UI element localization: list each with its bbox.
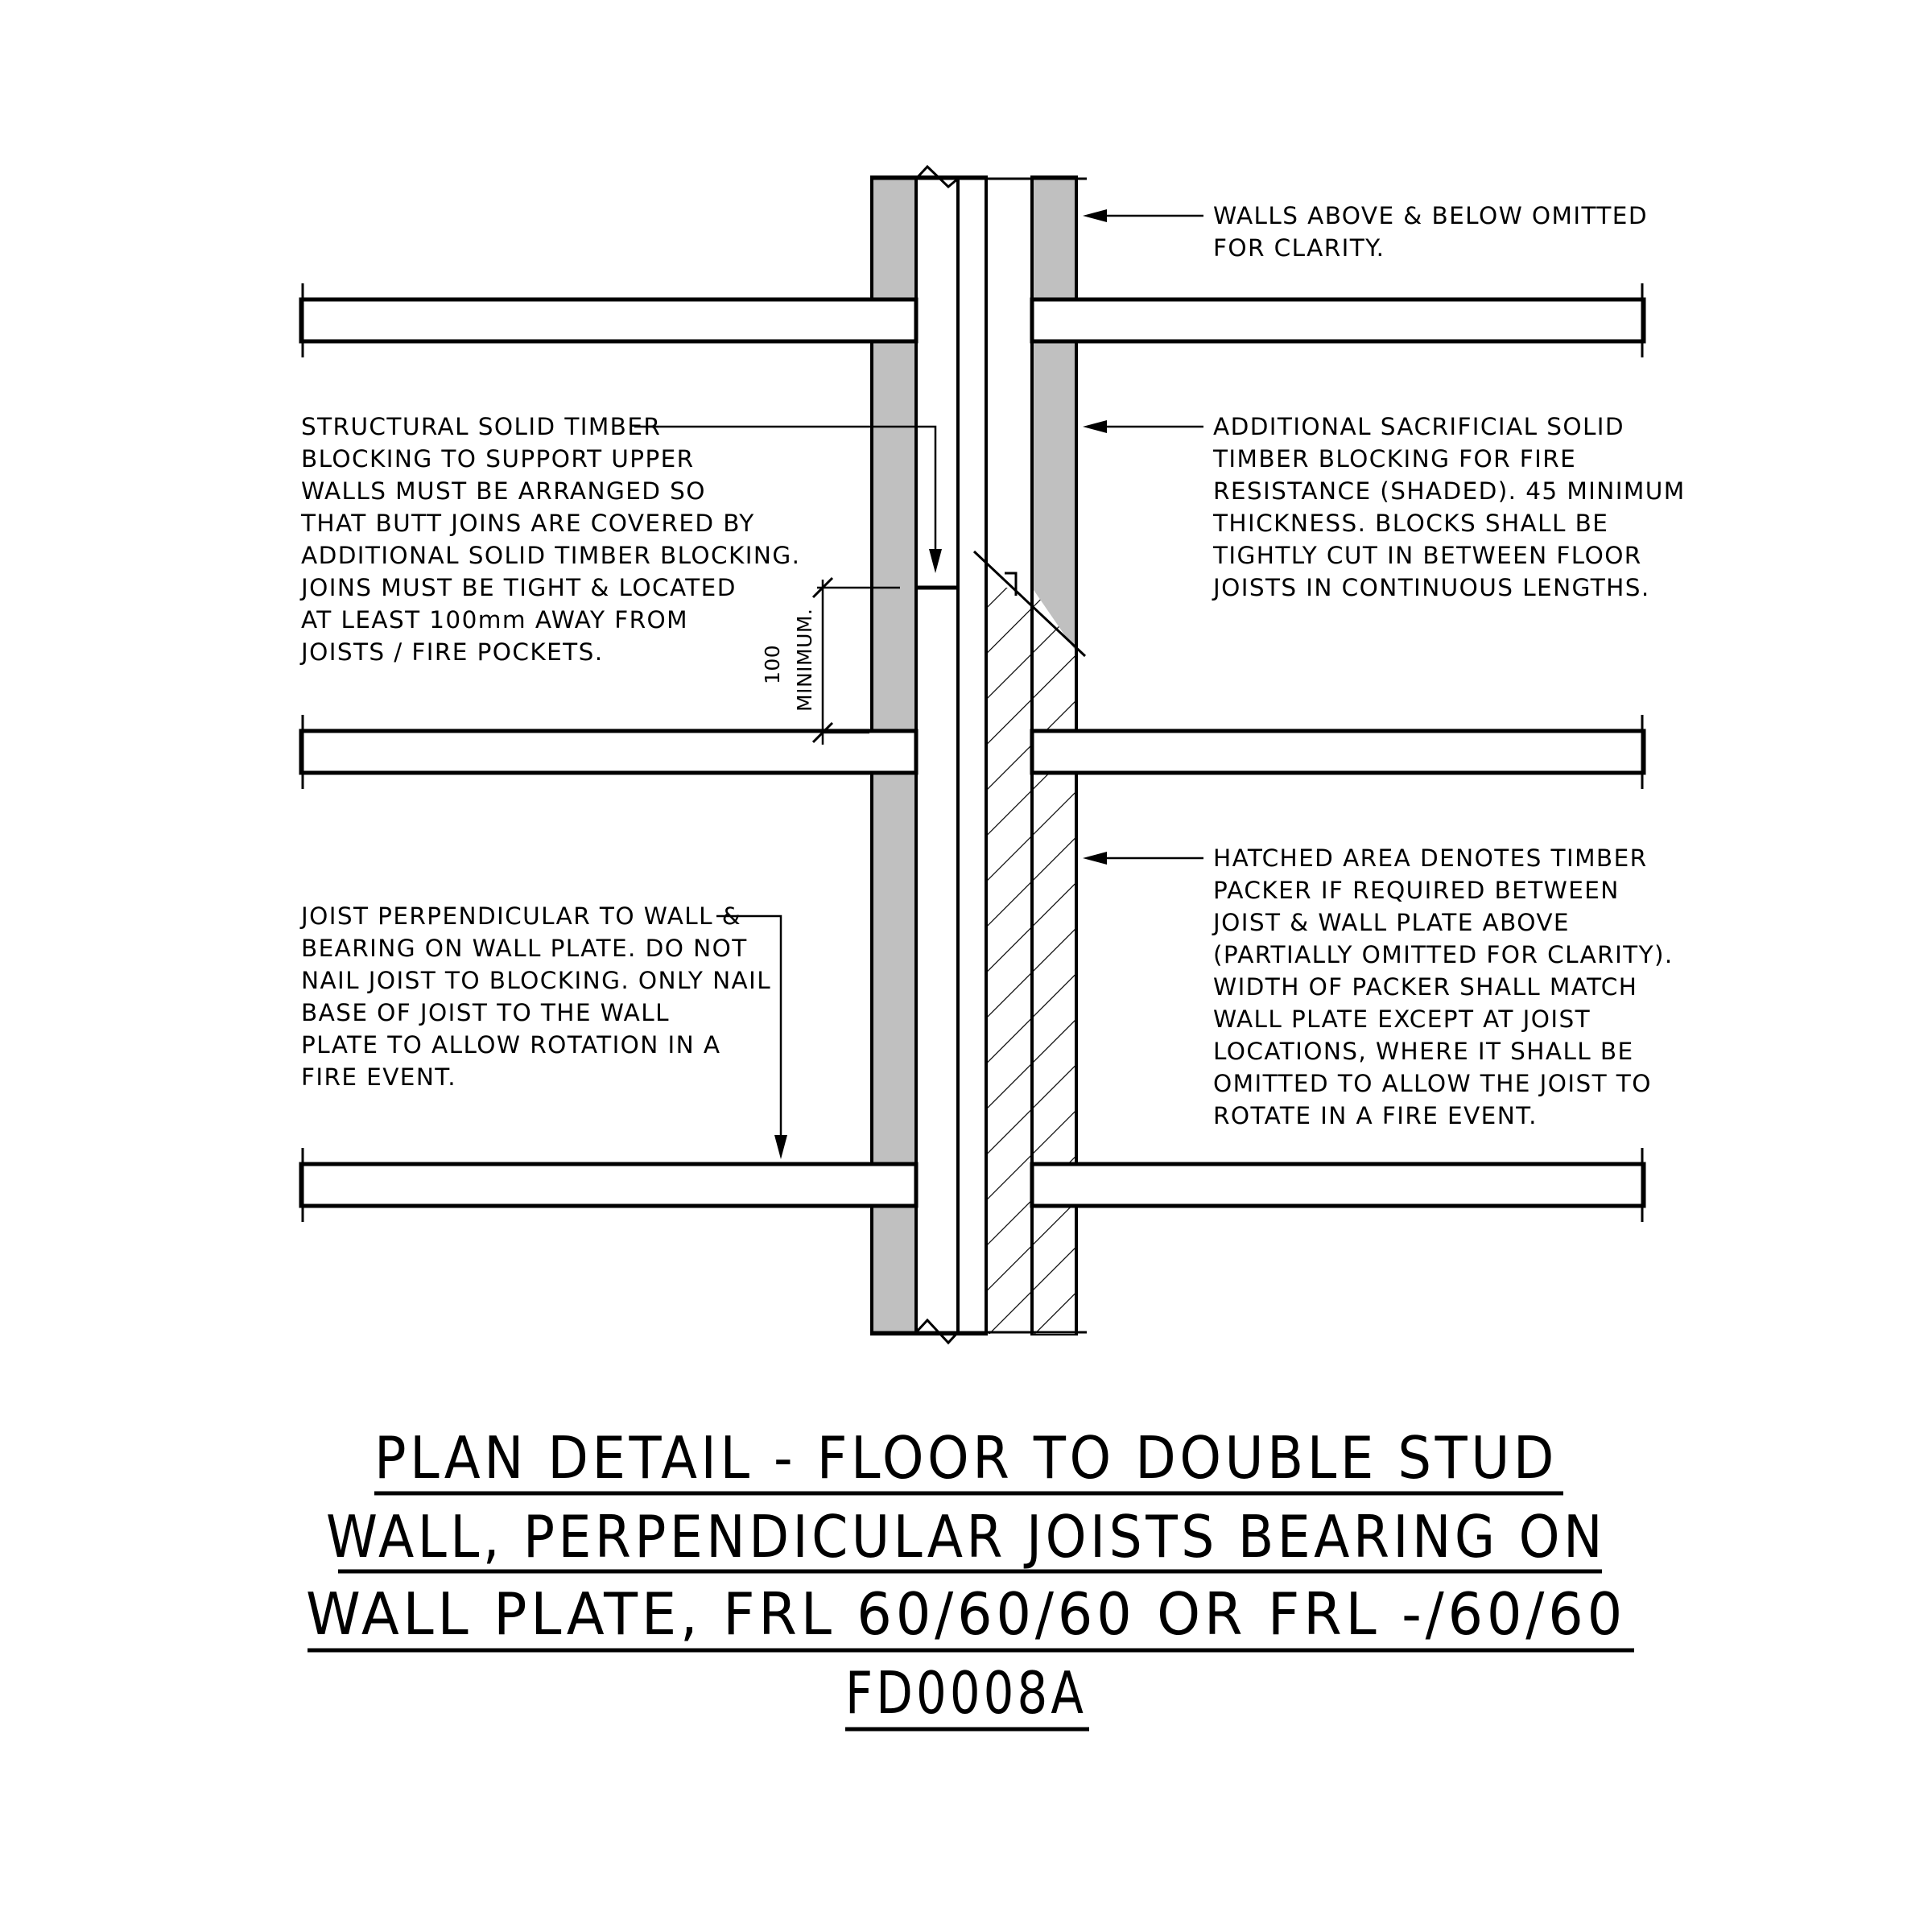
note-hatched-line-9: ROTATE IN A FIRE EVENT. <box>1213 1102 1538 1129</box>
structural-blocking-left <box>916 177 958 1334</box>
note-hatched-line-5: WIDTH OF PACKER SHALL MATCH <box>1213 973 1638 1001</box>
structural-blocking-right <box>958 177 986 1334</box>
dimension-label: MINIMUM. <box>793 608 816 712</box>
joist-bottom-left <box>301 1164 916 1206</box>
note-sacrificial-line-1: ADDITIONAL SACRIFICIAL SOLID <box>1213 413 1624 440</box>
note-joist-line-3: NAIL JOIST TO BLOCKING. ONLY NAIL <box>301 967 772 994</box>
joist-top-left <box>301 299 916 341</box>
title-line-1: PLAN DETAIL - FLOOR TO DOUBLE STUD <box>374 1424 1558 1492</box>
note-structural-line-3: WALLS MUST BE ARRANGED SO <box>301 477 706 505</box>
note-hatched-line-7: LOCATIONS, WHERE IT SHALL BE <box>1213 1038 1634 1065</box>
note-sacrificial-line-5: TIGHTLY CUT IN BETWEEN FLOOR <box>1213 542 1642 569</box>
note-hatched-line-1: HATCHED AREA DENOTES TIMBER <box>1213 844 1648 872</box>
note-structural-line-5: ADDITIONAL SOLID TIMBER BLOCKING. <box>301 542 801 569</box>
note-hatched-line-2: PACKER IF REQUIRED BETWEEN <box>1213 877 1620 904</box>
joist-top-right <box>1032 299 1644 341</box>
note-sacrificial-line-4: THICKNESS. BLOCKS SHALL BE <box>1213 510 1609 537</box>
dimension-value: 100 <box>761 644 784 684</box>
note-hatched-line-8: OMITTED TO ALLOW THE JOIST TO <box>1213 1070 1652 1097</box>
drawing-number: FD0008A <box>845 1659 1087 1727</box>
note-structural-line-6: JOINS MUST BE TIGHT & LOCATED <box>301 574 737 601</box>
joist-middle-left <box>301 731 916 773</box>
note-hatched-line-4: (PARTIALLY OMITTED FOR CLARITY). <box>1213 941 1674 968</box>
joist-bottom-right <box>1032 1164 1644 1206</box>
note-sacrificial-line-6: JOISTS IN CONTINUOUS LENGTHS. <box>1213 574 1650 601</box>
joist-middle-right <box>1032 731 1644 773</box>
note-walls-omitted-line-1: WALLS ABOVE & BELOW OMITTED <box>1213 202 1648 229</box>
note-sacrificial-line-3: RESISTANCE (SHADED). 45 MINIMUM <box>1213 477 1686 505</box>
note-structural-line-1: STRUCTURAL SOLID TIMBER <box>301 413 662 440</box>
note-joist-line-6: FIRE EVENT. <box>301 1063 457 1091</box>
note-structural-line-2: BLOCKING TO SUPPORT UPPER <box>301 445 695 473</box>
title-line-2: WALL, PERPENDICULAR JOISTS BEARING ON <box>326 1503 1606 1571</box>
note-hatched-line-3: JOIST & WALL PLATE ABOVE <box>1213 909 1570 936</box>
note-structural-line-7: AT LEAST 100mm AWAY FROM <box>301 606 688 634</box>
note-structural-line-4: THAT BUTT JOINS ARE COVERED BY <box>301 510 755 537</box>
note-sacrificial-line-2: TIMBER BLOCKING FOR FIRE <box>1213 445 1577 473</box>
note-joist-line-1: JOIST PERPENDICULAR TO WALL & <box>301 902 742 930</box>
title-block <box>306 1424 1634 1729</box>
note-walls-omitted-line-2: FOR CLARITY. <box>1213 234 1385 262</box>
note-joist-line-4: BASE OF JOIST TO THE WALL <box>301 999 670 1026</box>
title-line-3: WALL PLATE, FRL 60/60/60 OR FRL -/60/60 <box>306 1580 1626 1648</box>
note-joist-line-2: BEARING ON WALL PLATE. DO NOT <box>301 935 748 962</box>
note-structural-line-8: JOISTS / FIRE POCKETS. <box>301 638 604 666</box>
note-hatched-line-6: WALL PLATE EXCEPT AT JOIST <box>1213 1005 1591 1033</box>
note-joist-line-5: PLATE TO ALLOW ROTATION IN A <box>301 1031 721 1059</box>
